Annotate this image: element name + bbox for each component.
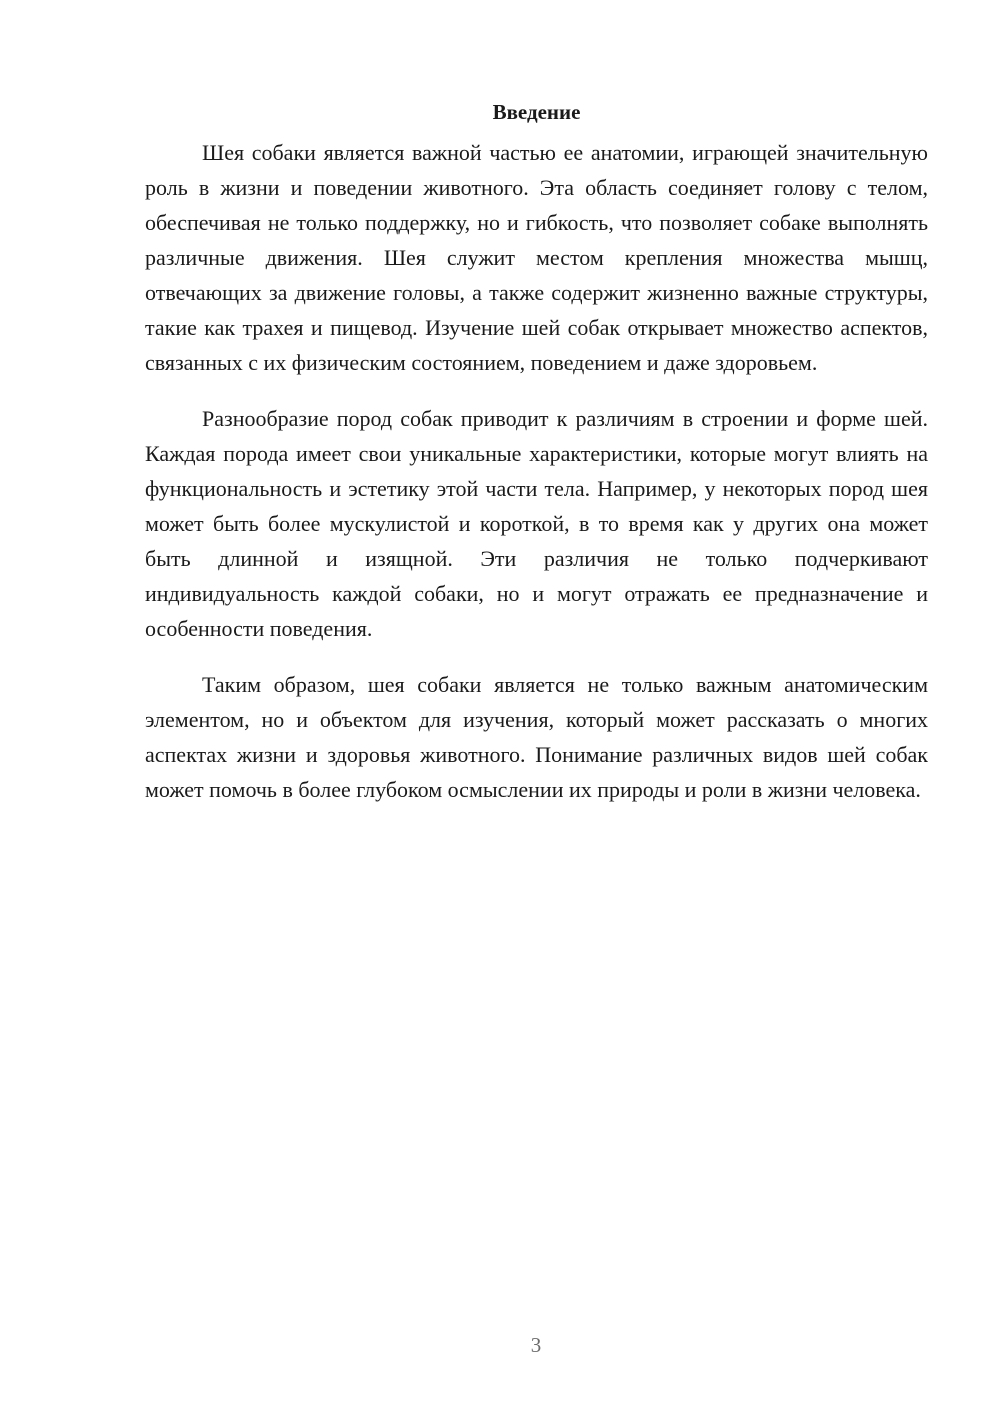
page-number: 3 [530,1333,542,1357]
page-content [145,97,928,828]
paragraph-3: Таким образом, шея собаки является не только важным анатомическим элементом, но и объектом для изучения, который может рассказать о многих аспектах жизни и здоровья животного. Понимание различных видов шей собак может помочь в более глубоком осмыслении их природы и роли в жизни человека. [145,672,928,802]
paragraph-1: Шея собаки является важной частью ее анатомии, играющей значительную роль в жизни и поведении животного. Эта область соединяет голову с телом, обеспечивая не только поддержку, но и гибкость, что позволяет собаке выполнять различные движения. Шея служит местом крепления множества мышц, отвечающих за движение головы, а также содержит жизненно важные структуры, такие как трахея и пищевод. Изучение шей собак открывает множество аспектов, связанных с их физическим состоянием, поведением и даже здоровьем. [145,140,928,375]
section-heading: Введение [492,100,581,124]
paragraph-2: Разнообразие пород собак приводит к различиям в строении и форме шей. Каждая порода имеет свои уникальные характеристики, которые могут влиять на функциональность и эстетику этой части тела. Например, у некоторых пород шея может быть более мускулистой и короткой, в то время как у других она может быть длинной и изящной. Эти различия не только подчеркивают индивидуальность каждой собаки, но и могут отражать ее предназначение и особенности поведения. [145,406,928,641]
